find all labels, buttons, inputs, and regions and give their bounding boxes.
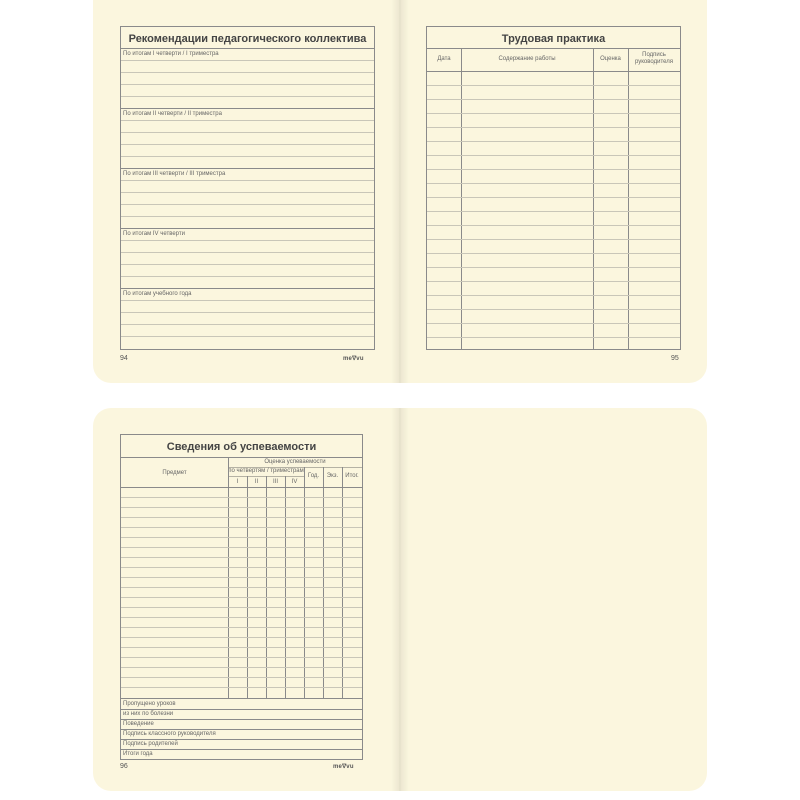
subject-header: Предмет (162, 470, 187, 476)
ruled-line (121, 276, 374, 277)
performance-box (120, 434, 363, 760)
table-row (121, 627, 362, 628)
ruled-line (121, 180, 374, 181)
ruled-line (121, 144, 374, 145)
ruled-line (121, 96, 374, 97)
col-exam: Экз. (326, 473, 339, 479)
section-divider (121, 108, 374, 109)
section-divider (121, 168, 374, 169)
table-row (121, 687, 362, 688)
table-row (121, 607, 362, 608)
col-date: Дата (437, 56, 451, 62)
table-row (427, 211, 680, 212)
ruled-line (121, 132, 374, 133)
table-row (427, 337, 680, 338)
ruled-line (121, 216, 374, 217)
table-row (121, 497, 362, 498)
recommendations-title: Рекомендации педагогического коллектива (128, 33, 367, 45)
table-row (121, 677, 362, 678)
ruled-line (121, 324, 374, 325)
table-row (121, 537, 362, 538)
ruled-line (121, 240, 374, 241)
bottom-gutter (391, 408, 409, 791)
term-2: II (254, 479, 259, 485)
term-3: III (272, 479, 278, 485)
table-row (121, 517, 362, 518)
table-row (427, 323, 680, 324)
table-row (121, 667, 362, 668)
ruled-line (121, 156, 374, 157)
ruled-line (121, 84, 374, 85)
ruled-line (121, 336, 374, 337)
grid-column-line (342, 467, 343, 699)
col-content: Содержание работы (498, 56, 556, 62)
section-divider (121, 288, 374, 289)
section-label: По итогам III четверти / III триместра (123, 171, 226, 177)
ruled-line (121, 120, 374, 121)
table-row (427, 85, 680, 86)
table-row (121, 587, 362, 588)
performance-title: Сведения об успеваемости (166, 441, 317, 453)
table-row (427, 99, 680, 100)
section-label: По итогам учебного года (123, 291, 192, 297)
ruled-line (121, 72, 374, 73)
ruled-line (121, 252, 374, 253)
col-signature: Подпись руководителя (634, 52, 674, 65)
page-number-95: 95 (671, 355, 679, 362)
recommendations-box (120, 26, 375, 350)
table-row (121, 567, 362, 568)
table-row (121, 617, 362, 618)
table-row (427, 155, 680, 156)
brand-logo: me∇vu (343, 356, 364, 362)
table-row (427, 253, 680, 254)
table-row (121, 557, 362, 558)
table-row (121, 577, 362, 578)
table-row (427, 295, 680, 296)
ruled-line (121, 192, 374, 193)
section-label: По итогам I четверти / I триместра (123, 51, 219, 57)
top-spread (93, 0, 707, 383)
terms-header: по четвертям / триместрам (228, 468, 304, 474)
grades-header: Оценка успеваемости (264, 459, 326, 465)
footer-row-label: Поведение (123, 721, 154, 727)
footer-row-label: Итоги года (123, 751, 153, 757)
section-divider (121, 48, 374, 49)
table-row (121, 547, 362, 548)
footer-row-label: Пропущено уроков (123, 701, 176, 707)
table-row (121, 507, 362, 508)
footer-row-label: Подпись родителей (123, 741, 178, 747)
table-row (121, 597, 362, 598)
term-4: IV (291, 479, 298, 485)
table-row (427, 113, 680, 114)
table-row (427, 127, 680, 128)
table-row (427, 225, 680, 226)
grid-column-line (323, 467, 324, 699)
footer-row-line (121, 729, 362, 730)
section-label: По итогам II четверти / II триместра (123, 111, 222, 117)
bottom-spread (93, 408, 707, 791)
table-row (121, 527, 362, 528)
table-row (427, 197, 680, 198)
grid-column-line (304, 467, 305, 699)
table-row (121, 637, 362, 638)
col-final: Итог. (345, 473, 359, 479)
footer-row-label: Подпись классного руководителя (123, 731, 216, 737)
table-row (427, 239, 680, 240)
section-divider (121, 228, 374, 229)
table-row (427, 267, 680, 268)
ruled-line (121, 204, 374, 205)
section-label: По итогам IV четверти (123, 231, 185, 237)
work-practice-title: Трудовая практика (501, 33, 606, 45)
work-practice-box (426, 26, 681, 350)
table-row (427, 183, 680, 184)
ruled-line (121, 264, 374, 265)
table-row (427, 141, 680, 142)
footer-row-line (121, 739, 362, 740)
footer-row-line (121, 749, 362, 750)
footer-row-line (121, 709, 362, 710)
table-row (121, 657, 362, 658)
footer-row-line (121, 719, 362, 720)
term-1: I (236, 479, 239, 485)
table-row (427, 309, 680, 310)
page-number-94: 94 (120, 355, 128, 362)
ruled-line (121, 60, 374, 61)
top-gutter (391, 0, 409, 383)
table-row (427, 169, 680, 170)
table-row (427, 281, 680, 282)
footer-row-label: из них по болезни (123, 711, 174, 717)
ruled-line (121, 312, 374, 313)
table-row (121, 647, 362, 648)
ruled-line (121, 300, 374, 301)
page-number-96: 96 (120, 763, 128, 770)
col-year: Год. (307, 473, 320, 479)
brand-logo-bottom: me∇vu (333, 764, 354, 770)
col-grade: Оценка (600, 56, 621, 62)
grid-column-line (228, 457, 229, 699)
